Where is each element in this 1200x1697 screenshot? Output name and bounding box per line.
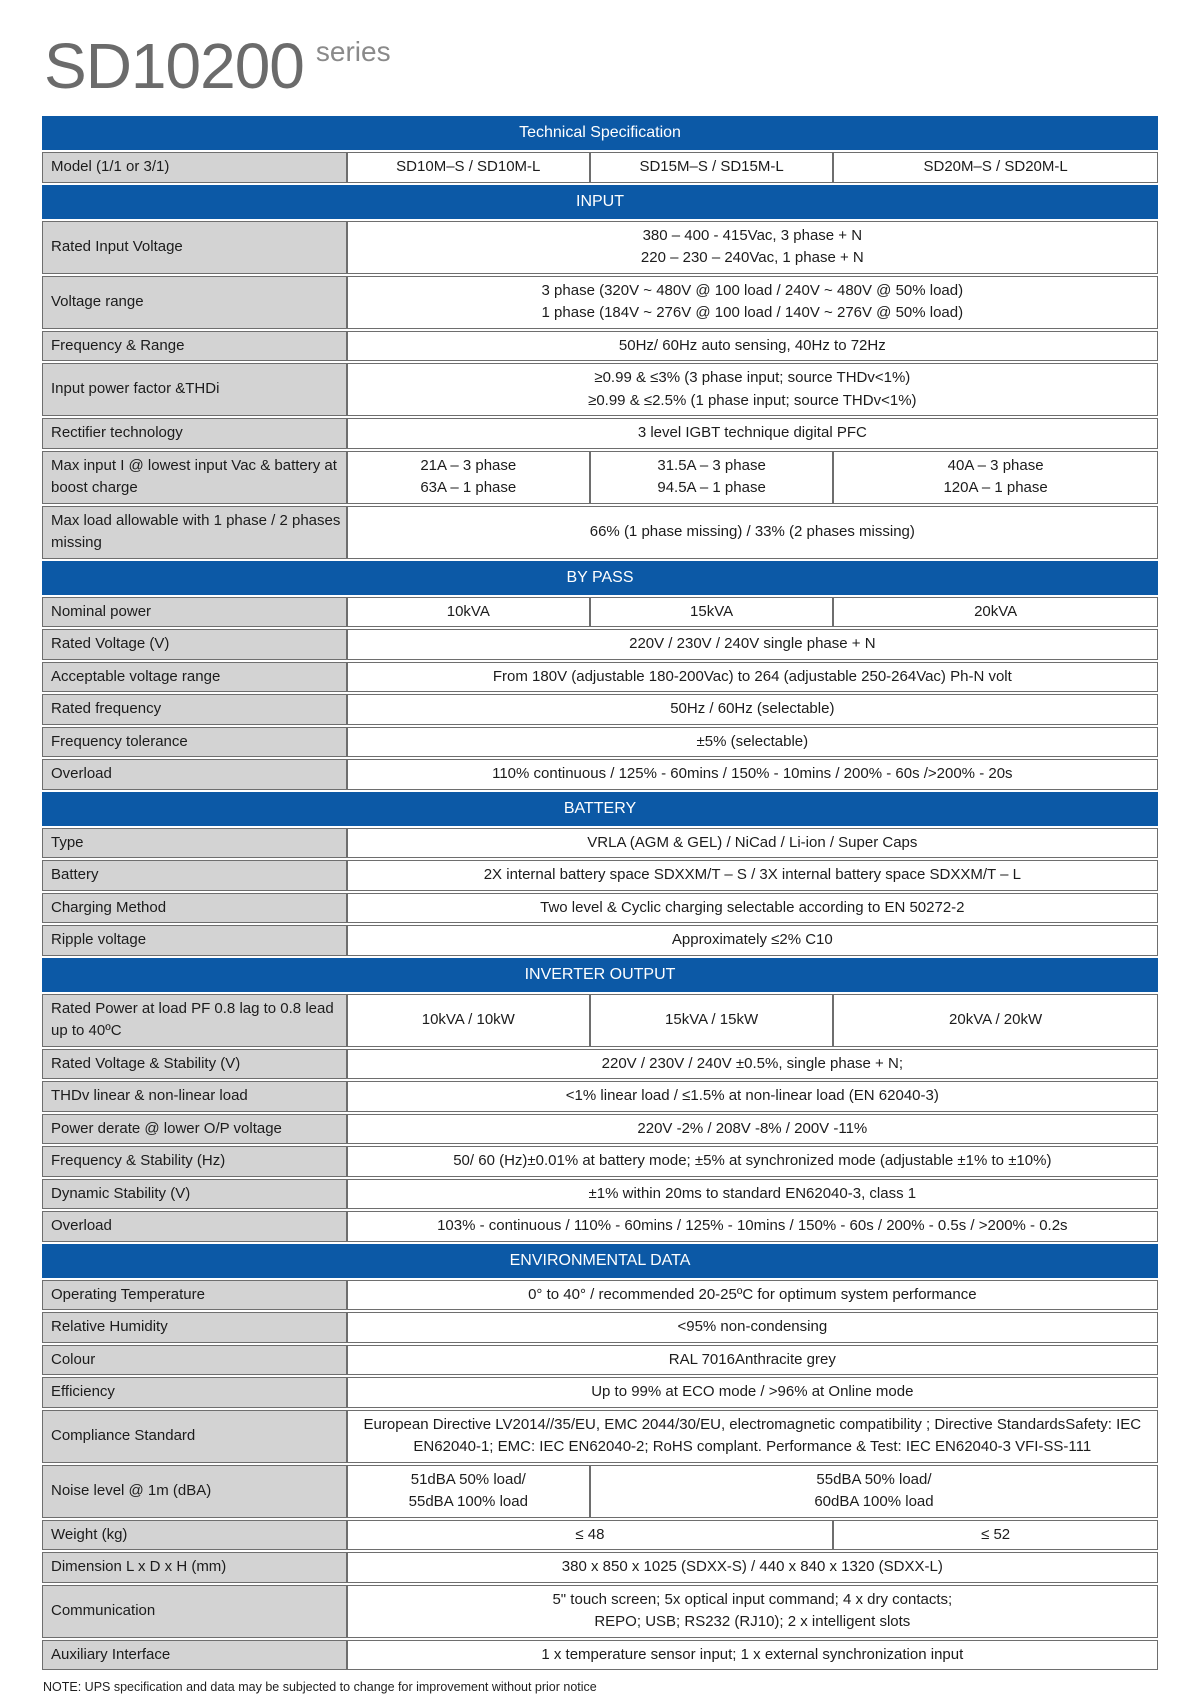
- value-line: 50Hz/ 60Hz auto sensing, 40Hz to 72Hz: [618, 336, 886, 354]
- spec-row: [42, 662, 1158, 693]
- row-label: Rated Input Voltage: [42, 221, 347, 274]
- row-label: Operating Temperature: [42, 1280, 347, 1311]
- model-value: SD10M–S / SD10M-L: [347, 152, 590, 183]
- spec-row: [42, 860, 1158, 891]
- value-line: 10kVA / 10kW: [421, 1010, 515, 1028]
- spec-row: [42, 925, 1158, 956]
- value-line: 5" touch screen; 5x optical input command; 4 x dry contacts;: [552, 1590, 953, 1608]
- row-value: [347, 1081, 1158, 1112]
- row-label: Efficiency: [42, 1377, 347, 1408]
- section-header-row: [42, 958, 1158, 992]
- row-value: [347, 828, 1158, 859]
- value-line: ≥0.99 & ≤3% (3 phase input; source THDv<1%): [594, 369, 911, 386]
- row-value: [347, 1640, 1158, 1671]
- value-line: 103% - continuous / 110% - 60mins / 125% - 10mins / 150% - 60s / 200% - 0.5s / >200% - 0.2s: [437, 1217, 1068, 1234]
- row-label: Charging Method: [42, 893, 347, 924]
- value-line: ≥0.99 & ≤2.5% (1 phase input; source THDv<1%): [588, 391, 917, 409]
- value-line: 3 level IGBT technique digital PFC: [637, 424, 867, 441]
- row-label: Colour: [42, 1345, 347, 1376]
- value-line: ≤ 52: [981, 1525, 1011, 1543]
- value-line: 21A – 3 phase: [420, 456, 517, 474]
- row-value: [347, 925, 1158, 956]
- spec-row: [42, 1146, 1158, 1177]
- value-line: 3 phase (320V ~ 480V @ 100 load / 240V ~ 480V @ 50% load): [541, 281, 964, 299]
- row-value: [347, 759, 1158, 790]
- value-line: RAL 7016Anthracite grey: [668, 1350, 836, 1368]
- spec-row: [42, 1552, 1158, 1583]
- spec-row: [42, 727, 1158, 758]
- spec-row: [42, 276, 1158, 329]
- model-row-label: Model (1/1 or 3/1): [42, 152, 347, 183]
- spec-row: [42, 694, 1158, 725]
- row-label: Frequency tolerance: [42, 727, 347, 758]
- value-line: ≤ 48: [575, 1525, 605, 1543]
- spec-row: [42, 828, 1158, 859]
- row-value: [347, 1345, 1158, 1376]
- row-label: Overload: [42, 759, 347, 790]
- value-line: 2X internal battery space SDXXM/T – S / 3X internal battery space SDXXM/T – L: [483, 866, 1021, 883]
- spec-row: [42, 506, 1158, 559]
- spec-row: [42, 1640, 1158, 1671]
- row-label: Dimension L x D x H (mm): [42, 1552, 347, 1583]
- row-value: [833, 1520, 1158, 1551]
- section-header-battery: BATTERY: [42, 792, 1158, 826]
- value-line: <1% linear load / ≤1.5% at non-linear load (EN 62040-3): [565, 1087, 939, 1104]
- spec-row: [42, 363, 1158, 416]
- value-line: 1 phase (184V ~ 276V @ 100 load / 140V ~ 276V @ 50% load): [541, 304, 964, 321]
- row-label: Rated Voltage & Stability (V): [42, 1049, 347, 1080]
- value-line: REPO; USB; RS232 (RJ10); 2 x intelligent slots: [594, 1613, 911, 1630]
- row-value: [590, 597, 833, 628]
- section-header-input: INPUT: [42, 185, 1158, 219]
- row-value: [590, 1465, 1158, 1518]
- section-header-row: [42, 116, 1158, 150]
- value-line: 15kVA / 15kW: [665, 1010, 759, 1028]
- section-header-by-pass: BY PASS: [42, 561, 1158, 595]
- value-line: 0° to 40° / recommended 20-25ºC for optimum system performance: [528, 1285, 977, 1303]
- value-line: 60dBA 100% load: [814, 1493, 934, 1510]
- row-value: [347, 1312, 1158, 1343]
- spec-row: [42, 1520, 1158, 1551]
- spec-row: [42, 629, 1158, 660]
- value-line: ±5% (selectable): [696, 732, 809, 750]
- value-line: 220V -2% / 208V -8% / 200V -11%: [637, 1119, 868, 1137]
- row-value: [347, 363, 1158, 416]
- technical-specification-table: [42, 114, 1158, 1672]
- row-label: Rated Voltage (V): [42, 629, 347, 660]
- row-label: Relative Humidity: [42, 1312, 347, 1343]
- row-label: Communication: [42, 1585, 347, 1638]
- row-value: [347, 1049, 1158, 1080]
- value-line: 63A – 1 phase: [420, 479, 517, 496]
- page-title: SD10200: [44, 30, 304, 102]
- title-block: [44, 30, 1158, 102]
- spec-row: [42, 418, 1158, 449]
- row-value: [347, 1465, 590, 1518]
- value-line: VRLA (AGM & GEL) / NiCad / Li-ion / Super Caps: [587, 833, 918, 851]
- row-label: Dynamic Stability (V): [42, 1179, 347, 1210]
- spec-row: [42, 1345, 1158, 1376]
- section-header-environmental-data: ENVIRONMENTAL DATA: [42, 1244, 1158, 1278]
- value-line: 31.5A – 3 phase: [657, 456, 766, 474]
- row-label: Max load allowable with 1 phase / 2 phases missing: [42, 506, 347, 559]
- spec-row: [42, 451, 1158, 504]
- spec-row: [42, 331, 1158, 362]
- row-label: Type: [42, 828, 347, 859]
- value-line: <95% non-condensing: [677, 1318, 828, 1335]
- value-line: 66% (1 phase missing) / 33% (2 phases missing): [589, 522, 915, 540]
- row-label: Nominal power: [42, 597, 347, 628]
- value-line: Approximately ≤2% C10: [671, 931, 833, 948]
- model-value: SD15M–S / SD15M-L: [590, 152, 833, 183]
- value-line: 55dBA 50% load/: [816, 1470, 932, 1488]
- row-label: Overload: [42, 1211, 347, 1242]
- row-value: [347, 1211, 1158, 1242]
- spec-row: [42, 597, 1158, 628]
- row-label: Auxiliary Interface: [42, 1640, 347, 1671]
- row-label: Rectifier technology: [42, 418, 347, 449]
- row-value: [347, 506, 1158, 559]
- spec-row: [42, 893, 1158, 924]
- row-value: [833, 451, 1158, 504]
- section-header-row: [42, 792, 1158, 826]
- row-label: Input power factor &THDi: [42, 363, 347, 416]
- row-value: [347, 893, 1158, 924]
- series-label: series: [315, 36, 391, 67]
- value-line: 380 – 400 - 415Vac, 3 phase + N: [642, 226, 863, 244]
- spec-row: [42, 1377, 1158, 1408]
- section-header-row: [42, 561, 1158, 595]
- footer-note: NOTE: UPS specification and data may be subjected to change for improvement without prior notice: [43, 1680, 597, 1694]
- value-line: 15kVA: [690, 602, 734, 620]
- spec-row: [42, 994, 1158, 1047]
- row-label: Weight (kg): [42, 1520, 347, 1551]
- row-value: [347, 1146, 1158, 1177]
- model-row: [42, 152, 1158, 183]
- row-value: [833, 597, 1158, 628]
- row-value: [833, 994, 1158, 1047]
- row-label: Acceptable voltage range: [42, 662, 347, 693]
- value-line: 110% continuous / 125% - 60mins / 150% - 10mins / 200% - 60s />200% - 20s: [492, 765, 1013, 782]
- spec-row: [42, 221, 1158, 274]
- row-value: [590, 994, 833, 1047]
- value-line: 120A – 1 phase: [943, 479, 1048, 496]
- value-line: Up to 99% at ECO mode / >96% at Online mode: [591, 1383, 914, 1400]
- row-label: Max input I @ lowest input Vac & battery at boost charge: [42, 451, 347, 504]
- row-label: Frequency & Stability (Hz): [42, 1146, 347, 1177]
- spec-row: [42, 1179, 1158, 1210]
- spec-row: [42, 1410, 1158, 1463]
- value-line: 40A – 3 phase: [947, 456, 1044, 474]
- spec-row: [42, 1280, 1158, 1311]
- value-line: European Directive LV2014//35/EU, EMC 2044/30/EU, electromagnetic compatibility ; Directive StandardsSafety: IEC EN62040-1; EMC: IEC EN62040-2; RoHS complant. Performance & Test: IEC EN62040-3 VFI-SS-111: [363, 1415, 1142, 1455]
- row-value: [590, 451, 833, 504]
- spec-row: [42, 1049, 1158, 1080]
- value-line: 20kVA / 20kW: [949, 1010, 1043, 1028]
- value-line: 51dBA 50% load/: [410, 1470, 526, 1488]
- row-value: [347, 694, 1158, 725]
- section-header-row: [42, 1244, 1158, 1278]
- row-value: [347, 629, 1158, 660]
- row-label: Rated Power at load PF 0.8 lag to 0.8 lead up to 40ºC: [42, 994, 347, 1047]
- model-value: SD20M–S / SD20M-L: [833, 152, 1158, 183]
- row-value: [347, 1377, 1158, 1408]
- row-label: Battery: [42, 860, 347, 891]
- row-value: [347, 860, 1158, 891]
- value-line: 220V / 230V / 240V ±0.5%, single phase + N;: [601, 1054, 903, 1072]
- spec-row: [42, 1312, 1158, 1343]
- spec-row: [42, 1211, 1158, 1242]
- row-value: [347, 1114, 1158, 1145]
- row-label: Ripple voltage: [42, 925, 347, 956]
- row-value: [347, 1520, 834, 1551]
- row-label: Power derate @ lower O/P voltage: [42, 1114, 347, 1145]
- value-line: 55dBA 100% load: [408, 1493, 528, 1510]
- value-line: 50/ 60 (Hz)±0.01% at battery mode; ±5% at synchronized mode (adjustable ±1% to ±10%): [453, 1152, 1052, 1169]
- row-value: [347, 1179, 1158, 1210]
- row-value: [347, 276, 1158, 329]
- spec-row: [42, 1585, 1158, 1638]
- row-value: [347, 331, 1158, 362]
- row-label: Frequency & Range: [42, 331, 347, 362]
- value-line: 20kVA: [974, 602, 1018, 620]
- row-label: Rated frequency: [42, 694, 347, 725]
- spec-row: [42, 1465, 1158, 1518]
- row-label: Compliance Standard: [42, 1410, 347, 1463]
- table-title: Technical Specification: [42, 116, 1158, 150]
- row-value: [347, 221, 1158, 274]
- value-line: 94.5A – 1 phase: [657, 479, 766, 496]
- spec-row: [42, 759, 1158, 790]
- value-line: 50Hz / 60Hz (selectable): [670, 700, 835, 717]
- value-line: ±1% within 20ms to standard EN62040-3, class 1: [588, 1184, 917, 1202]
- value-line: Two level & Cyclic charging selectable according to EN 50272-2: [540, 898, 965, 916]
- value-line: 220V / 230V / 240V single phase + N: [629, 635, 876, 652]
- row-value: [347, 1410, 1158, 1463]
- row-label: Voltage range: [42, 276, 347, 329]
- row-value: [347, 418, 1158, 449]
- value-line: 1 x temperature sensor input; 1 x external synchronization input: [541, 1645, 964, 1663]
- row-value: [347, 994, 590, 1047]
- section-header-inverter-output: INVERTER OUTPUT: [42, 958, 1158, 992]
- value-line: 10kVA: [446, 602, 490, 620]
- row-value: [347, 727, 1158, 758]
- row-label: Noise level @ 1m (dBA): [42, 1465, 347, 1518]
- row-value: [347, 597, 590, 628]
- row-value: [347, 451, 590, 504]
- value-line: 380 x 850 x 1025 (SDXX-S) / 440 x 840 x 1320 (SDXX-L): [561, 1558, 943, 1575]
- row-value: [347, 1552, 1158, 1583]
- row-value: [347, 1585, 1158, 1638]
- value-line: From 180V (adjustable 180-200Vac) to 264 (adjustable 250-264Vac) Ph-N volt: [492, 667, 1012, 685]
- spec-row: [42, 1114, 1158, 1145]
- value-line: 220 – 230 – 240Vac, 1 phase + N: [640, 249, 864, 266]
- row-value: [347, 662, 1158, 693]
- section-header-row: [42, 185, 1158, 219]
- spec-row: [42, 1081, 1158, 1112]
- row-label: THDv linear & non-linear load: [42, 1081, 347, 1112]
- row-value: [347, 1280, 1158, 1311]
